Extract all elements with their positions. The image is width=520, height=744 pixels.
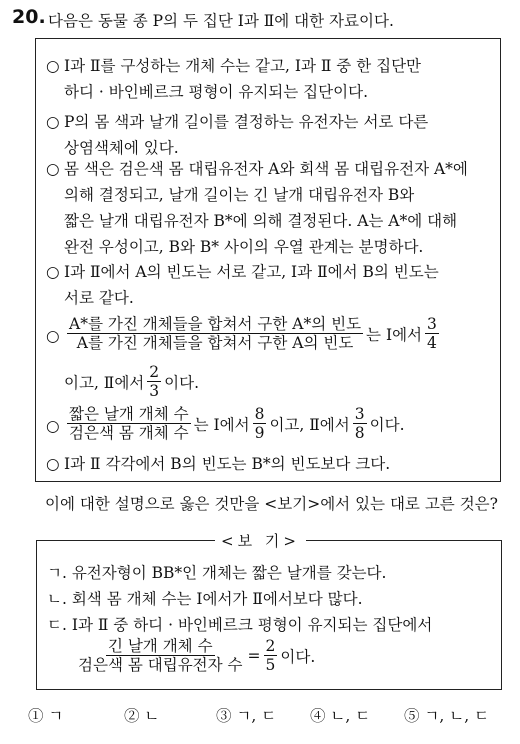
- info-line: 몸 색은 검은색 몸 대립유전자 A와 회색 몸 대립유전자 A*에: [64, 160, 468, 178]
- bullet-icon: ○: [46, 417, 60, 435]
- bullet-icon: ○: [46, 57, 60, 75]
- fraction-numerator: 3: [427, 315, 437, 333]
- bogi-box: [36, 532, 502, 690]
- info-text: 이다.: [164, 373, 200, 392]
- info-line: 상염색체에 있다.: [64, 139, 179, 157]
- bogi-text: 이다.: [280, 647, 316, 666]
- choice-5[interactable]: ⑤ ㄱ, ㄴ, ㄷ: [404, 707, 490, 725]
- count-ratio-fraction: [67, 405, 191, 442]
- bullet-icon: ○: [46, 455, 60, 473]
- fraction-numerator: 짧은 날개 개체 수: [69, 405, 189, 423]
- fraction-denominator: 3: [149, 382, 160, 400]
- bullet-icon: ○: [46, 263, 60, 281]
- question-stem: 다음은 동물 종 P의 두 집단 Ⅰ과 Ⅱ에 대한 자료이다.: [48, 12, 394, 30]
- bogi-item-3: ㄷ. Ⅰ과 Ⅱ 중 하디 · 바인베르크 평형이 유지되는 집단에서: [47, 616, 433, 634]
- value-fraction: [425, 315, 439, 352]
- value-fraction: [264, 637, 278, 674]
- info-line: 짧은 날개 대립유전자 B*에 의해 결정된다. A는 A*에 대해: [64, 212, 458, 230]
- info-line: 서로 같다.: [64, 289, 134, 307]
- info-line: 의해 결정되고, 날개 길이는 긴 날개 대립유전자 B와: [64, 186, 415, 204]
- data-box: [35, 38, 501, 482]
- info-line: 완전 우성이고, B와 B* 사이의 우열 관계는 분명하다.: [64, 238, 424, 256]
- fraction-numerator: 2: [149, 363, 160, 381]
- fraction-numerator: 8: [254, 405, 265, 423]
- info-line: P의 몸 색과 날개 길이를 결정하는 유전자는 서로 다른: [64, 113, 429, 131]
- choice-1[interactable]: ① ㄱ: [28, 707, 64, 725]
- fraction-numerator: A*를 가진 개체들을 합쳐서 구한 A*의 빈도: [69, 315, 362, 333]
- question-prompt: 이에 대한 설명으로 옳은 것만을 <보기>에서 있는 대로 고른 것은?: [45, 495, 498, 513]
- fraction-denominator: 9: [254, 424, 265, 442]
- bullet-icon: ○: [46, 160, 60, 178]
- question-number: 20.: [12, 6, 46, 28]
- fraction-denominator: 4: [427, 334, 437, 352]
- bullet-icon: ○: [46, 113, 60, 131]
- info-text: 이다.: [369, 415, 405, 434]
- fraction-numerator: 긴 날개 개체 수: [107, 637, 213, 655]
- info-line: Ⅰ과 Ⅱ 각각에서 B의 빈도는 B*의 빈도보다 크다.: [64, 455, 391, 473]
- question-header: [12, 6, 512, 36]
- value-fraction: [353, 405, 367, 442]
- fraction-denominator: A를 가진 개체들을 합쳐서 구한 A의 빈도: [76, 334, 354, 352]
- bullet-icon: ○: [46, 327, 60, 345]
- fraction-denominator: 검은색 몸 개체 수: [69, 424, 189, 442]
- wing-allele-ratio-fraction: [76, 637, 245, 674]
- choice-3[interactable]: ③ ㄱ, ㄷ: [216, 707, 277, 725]
- info-text: 는 Ⅰ에서: [193, 415, 250, 434]
- value-fraction: [253, 405, 267, 442]
- bogi-item-3-fraction: [73, 637, 315, 674]
- bogi-item-2: ㄴ. 회색 몸 개체 수는 Ⅰ에서가 Ⅱ에서보다 많다.: [47, 590, 363, 608]
- info-text: 는 Ⅰ에서: [366, 325, 423, 344]
- fraction-denominator: 검은색 몸 대립유전자 수: [78, 656, 243, 674]
- info-text: 이고, Ⅱ에서: [269, 415, 350, 434]
- bogi-item-1: ㄱ. 유전자형이 BB*인 개체는 짧은 날개를 갖는다.: [47, 564, 387, 582]
- fraction-numerator: 2: [265, 637, 276, 655]
- equals-sign: =: [247, 646, 261, 665]
- fraction-numerator: 3: [354, 405, 365, 423]
- info-line: Ⅰ과 Ⅱ에서 A의 빈도는 서로 같고, Ⅰ과 Ⅱ에서 B의 빈도는: [64, 263, 439, 281]
- info-line: Ⅰ과 Ⅱ를 구성하는 개체 수는 같고, Ⅰ과 Ⅱ 중 한 집단만: [64, 57, 422, 75]
- value-fraction: [147, 363, 161, 400]
- fraction-denominator: 8: [354, 424, 365, 442]
- choice-2[interactable]: ② ㄴ: [124, 707, 160, 725]
- info-line: 하디 · 바인베르크 평형이 유지되는 집단이다.: [64, 83, 369, 101]
- info-text: 이고, Ⅱ에서: [64, 373, 145, 392]
- answer-choices: [28, 704, 508, 732]
- bogi-title: <보 기>: [215, 530, 306, 551]
- fraction-denominator: 5: [265, 656, 276, 674]
- choice-4[interactable]: ④ ㄴ, ㄷ: [310, 707, 371, 725]
- allele-ratio-fraction: [67, 315, 363, 352]
